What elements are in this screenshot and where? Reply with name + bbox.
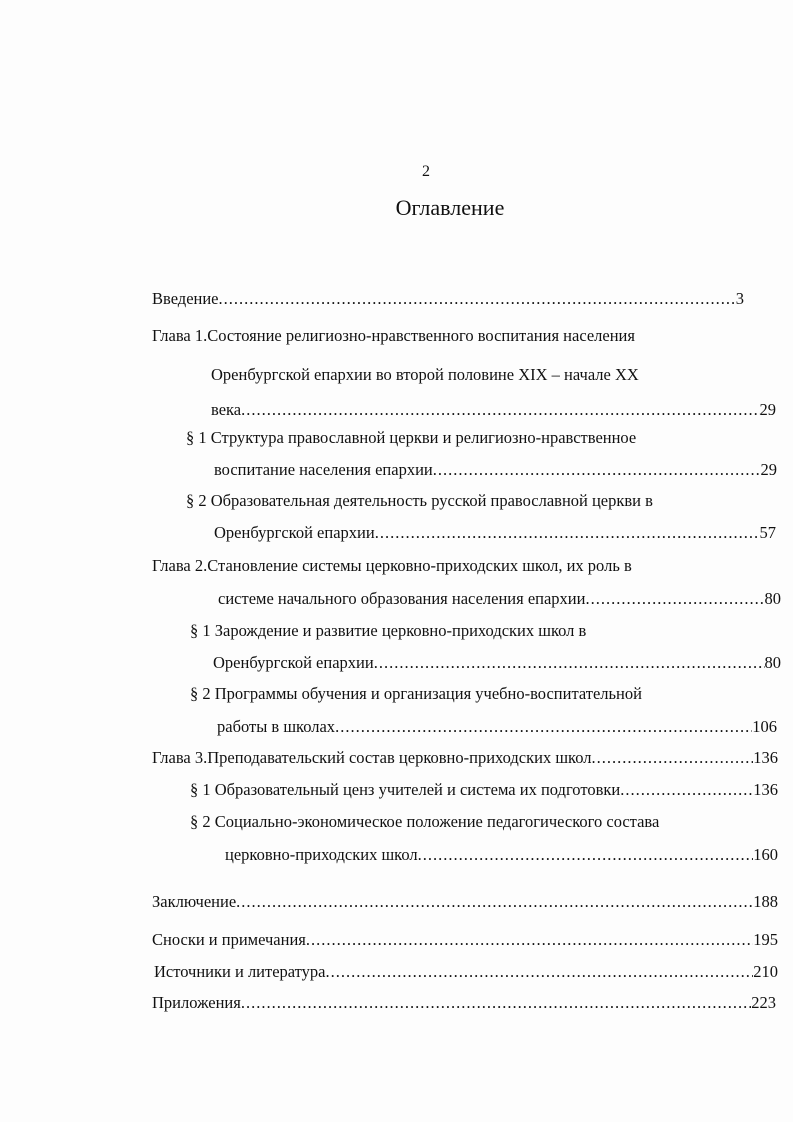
toc-entry-label: Введение [152, 289, 219, 308]
toc-section-2-1-line-1[interactable]: § 1 Зарождение и развитие церковно-приходских школ в [190, 621, 587, 640]
toc-entry-conclusion[interactable] [152, 890, 778, 914]
toc-page-number: 80 [764, 589, 781, 608]
toc-entry-label: Глава 3.Преподавательский состав церковно-приходских школ [152, 748, 592, 767]
leader-dots [374, 651, 765, 675]
toc-entry-notes[interactable] [152, 928, 778, 952]
leader-dots [418, 843, 754, 867]
leader-dots [585, 587, 764, 611]
toc-entry-label: церковно-приходских школ [225, 845, 418, 864]
leader-dots [335, 715, 752, 739]
leader-dots [219, 287, 736, 311]
toc-chapter-2-line-1[interactable]: Глава 2.Становление системы церковно-приходских школ, их роль в [152, 556, 632, 575]
toc-section-2-1[interactable] [213, 651, 781, 675]
toc-entry-label: Приложения [152, 993, 241, 1012]
toc-page-number: 29 [760, 460, 777, 479]
toc-entry-sources[interactable] [154, 960, 778, 984]
toc-page-number: 136 [753, 780, 778, 799]
toc-section-1-1[interactable] [214, 458, 777, 482]
toc-entry-intro[interactable] [152, 287, 744, 311]
leader-dots [306, 928, 753, 952]
leader-dots [326, 960, 754, 984]
toc-page-number: 57 [759, 523, 776, 542]
toc-chapter-1-line-1[interactable]: Глава 1.Состояние религиозно-нравственного воспитания населения [152, 326, 635, 345]
toc-section-1-2[interactable] [214, 521, 776, 545]
toc-section-3-1[interactable] [190, 778, 778, 802]
toc-page-number: 160 [753, 845, 778, 864]
toc-entry-label: Оренбургской епархии [214, 523, 375, 542]
toc-entry-label: системе начального образования населения епархии [218, 589, 586, 608]
toc-chapter-1[interactable] [211, 398, 776, 422]
toc-page-number: 188 [753, 892, 778, 911]
toc-chapter-3[interactable] [152, 746, 778, 770]
toc-entry-label: воспитание населения епархии [214, 460, 433, 479]
toc-section-2-2-line-1[interactable]: § 2 Программы обучения и организация учебно-воспитательной [190, 684, 642, 703]
toc-page-number: 223 [751, 993, 776, 1012]
toc-section-3-2-line-1[interactable]: § 2 Социально-экономическое положение педагогического состава [190, 812, 660, 831]
toc-entry-label: Сноски и примечания [152, 930, 306, 949]
page-number: 2 [422, 163, 430, 180]
leader-dots [241, 991, 751, 1015]
toc-entry-appendix[interactable] [152, 991, 776, 1015]
toc-page-number: 80 [764, 653, 781, 672]
page-title: Оглавление [395, 195, 505, 220]
toc-section-1-1-line-1[interactable]: § 1 Структура православной церкви и религиозно-нравственное [186, 428, 637, 447]
toc-section-2-2[interactable] [217, 715, 777, 739]
leader-dots [433, 458, 761, 482]
leader-dots [236, 890, 753, 914]
leader-dots [375, 521, 760, 545]
toc-chapter-1-line-2[interactable]: Оренбургской епархии во второй половине XIX – начале XX [211, 365, 639, 384]
leader-dots [620, 778, 753, 802]
leader-dots [241, 398, 759, 422]
toc-entry-label: Заключение [152, 892, 237, 911]
toc-entry-label: Оренбургской епархии [213, 653, 374, 672]
toc-entry-label: Источники и литература [154, 962, 326, 981]
toc-page-number: 195 [753, 930, 778, 949]
toc-page-number: 3 [735, 289, 744, 308]
toc-page-number: 106 [752, 717, 777, 736]
leader-dots [592, 746, 754, 770]
toc-entry-label: работы в школах [217, 717, 336, 736]
toc-entry-label: § 1 Образовательный ценз учителей и система их подготовки [190, 780, 621, 799]
toc-page-number: 136 [753, 748, 778, 767]
toc-chapter-2[interactable] [218, 587, 781, 611]
toc-section-1-2-line-1[interactable]: § 2 Образовательная деятельность русской православной церкви в [186, 491, 653, 510]
toc-section-3-2[interactable] [225, 843, 778, 867]
toc-page-number: 29 [759, 400, 776, 419]
toc-page-number: 210 [753, 962, 778, 981]
toc-entry-label: века [211, 400, 242, 419]
